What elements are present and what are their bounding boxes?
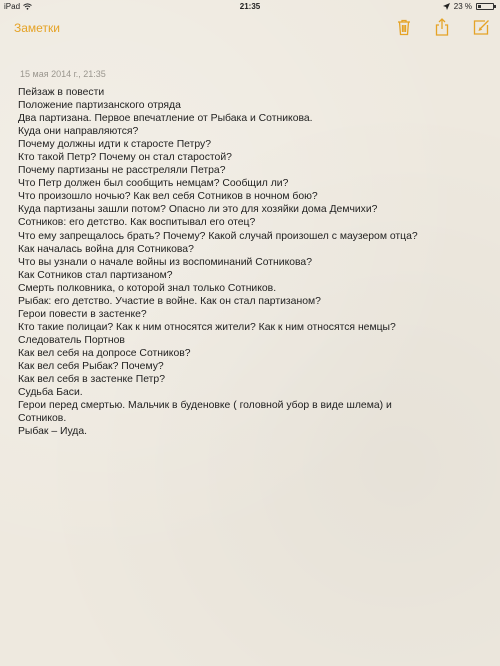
note-line: Рыбак: его детство. Участие в войне. Как он стал партизаном? [18, 295, 321, 307]
note-line: Смерть полковника, о которой знал только Сотников. [18, 282, 277, 294]
status-right [443, 2, 494, 11]
note-line: Как вел себя на допросе Сотников? [18, 347, 191, 359]
share-icon[interactable] [432, 17, 452, 37]
note-line: Что вы узнали о начале войны из воспоминаний Сотникова? [18, 256, 312, 268]
location-arrow-icon [443, 3, 450, 10]
note-line: Что ему запрещалось брать? Почему? Какой случай произошел с маузером отца? [18, 230, 418, 242]
note-line: Что произошло ночью? Как вел себя Сотников в ночном бою? [18, 191, 318, 203]
note-line: Герои повести в застенке? [18, 308, 147, 320]
compose-icon[interactable] [471, 17, 491, 37]
trash-icon[interactable] [394, 17, 414, 37]
note-date: 15 мая 2014 г., 21:35 [20, 69, 106, 79]
note-line: Почему партизаны не расстреляли Петра? [18, 165, 226, 177]
battery-fill [478, 5, 481, 8]
note-line: Как Сотников стал партизаном? [18, 269, 173, 281]
note-body[interactable] [18, 86, 488, 438]
note-line: Следователь Портнов [18, 334, 125, 346]
note-line: Рыбак – Иуда. [18, 426, 88, 438]
note-line: Что Петр должен был сообщить немцам? Сообщил ли? [18, 178, 289, 190]
note-line: Как началась война для Сотникова? [18, 243, 194, 255]
notes-back-button[interactable]: Заметки [14, 21, 60, 35]
note-line: Герои перед смертью. Мальчик в буденовке ( головной убор в виде шлема) и [18, 400, 392, 412]
battery-percent: 23 % [453, 2, 472, 11]
note-line: Как вел себя в застенке Петр? [18, 374, 165, 386]
note-line: Кто такие полицаи? Как к ним относятся жители? Как к ним относятся немцы? [18, 321, 396, 333]
note-line: Сотников. [18, 413, 67, 425]
note-line: Кто такой Петр? Почему он стал старостой? [18, 152, 232, 164]
status-time: 21:35 [239, 2, 261, 11]
navigation-bar [0, 14, 500, 42]
note-line: Куда они направляются? [18, 126, 139, 138]
note-line: Как вел себя Рыбак? Почему? [18, 360, 164, 372]
note-line: Пейзаж в повести [18, 87, 105, 98]
device-name: iPad [4, 2, 21, 11]
status-bar [0, 0, 500, 14]
note-line: Два партизана. Первое впечатление от Рыбака и Сотникова. [18, 113, 313, 125]
note-line: Почему должны идти к старосте Петру? [18, 139, 211, 151]
note-line: Куда партизаны зашли потом? Опасно ли это для хозяйки дома Демчихи? [18, 204, 378, 216]
battery-icon [476, 3, 494, 10]
note-line: Судьба Баси. [18, 387, 83, 399]
note-line: Положение партизанского отряда [18, 100, 181, 112]
note-line: Сотников: его детство. Как воспитывал его отец? [18, 217, 256, 229]
